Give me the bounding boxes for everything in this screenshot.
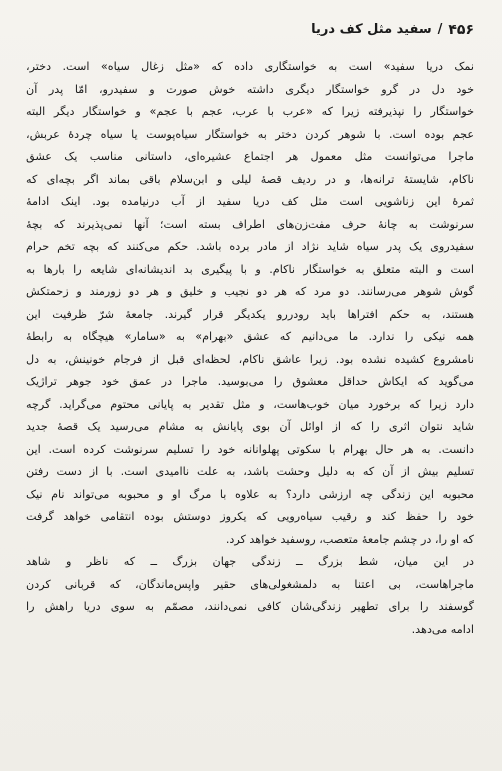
text-line: خواستگار را نپذیرفته زیرا که «عرب با عرب، عجم با عجم» و خواستگار دیگر البته	[26, 105, 474, 118]
text-line: در این میان، شط بزرگ ــ زندگی جهان بزرگ ــ که ناظر و شاهد	[26, 555, 474, 568]
text-line: می‌گوید که ایکاش حداقل معشوق را می‌بوسید. ماجرا در عمق خود جوهر تراژیک	[26, 375, 474, 388]
text-line: ماجرا می‌توانست مثل معمول هر اجتماع عشیره‌ای، داستانی مناسب یک عشق	[26, 150, 474, 163]
text-line: ثمرهٔ این زناشویی است مثل کف دریا سفید از آب درنیامده بود. اینک ادامهٔ	[26, 195, 474, 208]
body-text	[26, 56, 474, 641]
page-number: ۴۵۶	[448, 22, 474, 38]
text-line: که او را، در چشم جامعهٔ متعصب، روسفید خواهد کرد.	[225, 532, 474, 546]
text-line: گوش شوهر می‌رسانند. دو مرد که هر دو نجیب و خلیق و هر دو زورمند و زحمتکش	[26, 285, 474, 298]
text-line: خود را حفظ کند و رقیب سیاه‌رویی که یکروز دوستش بوده انتقامی خواهد گرفت	[26, 510, 474, 523]
running-title: سفید مثل کف دریا	[311, 22, 432, 37]
text-line: ادامه می‌دهد.	[411, 622, 474, 636]
text-line: محبوبه این زندگی چه ارزشی دارد؟ به علاوه با مرگ او و محبوبه می‌تواند نام نیک	[26, 487, 474, 501]
text-line: سرنوشت به چانهٔ حرف مفت‌زن‌های اطراف بسته است؛ آنها نمی‌پذیرند که بچهٔ	[26, 217, 474, 231]
text-line: نامشروع کشیده نشده بود. زیرا عاشق ناکام، لحظه‌ای قبل از فرجام خونینش، به دل	[26, 352, 474, 366]
text-line: گوسفند را برای تطهیر زندگی‌شان کافی نمی‌دانند، مصمّم به سوی دریا راهش را	[26, 600, 474, 613]
text-line: دارد زیرا که برخورد میان خوب‌هاست، و مثل تقدیر به پایانی محتوم می‌گراید. گرچه	[26, 397, 474, 411]
text-line: خود دل در گرو خواستگار دیگری داشته خوش صورت و سفیدرو، امّا پدر آن	[26, 82, 474, 96]
text-line: ناکام، شایستهٔ ترانه‌ها، و در ردیف قصهٔ لیلی و ابن‌سلام باقی بماند اگر بچه‌ای که	[26, 172, 474, 186]
text-line: ماجراهاست، بی اعتنا به دلمشغولی‌های حقیر واپس‌ماندگان، که قربانی کردن	[26, 577, 474, 591]
text-line: است و البته متعلق به خواستگار ناکام. و با پیگیری بد اندیشانه‌ای شایعه را بارها به	[26, 262, 474, 276]
text-line: همه نیکی را ندارد. ما می‌دانیم که عشق «بهرام» به «سامار» هیچگاه به رابطهٔ	[26, 330, 474, 343]
text-line: سفیدروی یک پدر سیاه شاید نژاد از مادر برده باشد. حکم می‌کنند که بچه تخم حرام	[26, 240, 474, 253]
text-line: شاید نتوان اثری را که از اوائل آن بوی پایانش به مشام می‌رسید یک قصهٔ جدید	[26, 420, 474, 433]
paragraph-1	[26, 56, 474, 551]
running-header	[26, 18, 474, 42]
paragraph-2	[26, 551, 474, 641]
text-line: هستند، به حکم افتراها باید رودررو یکدیگر قرار گیرند. جامعهٔ شرّ ظرفیت این	[26, 307, 474, 321]
header-separator: /	[437, 22, 443, 37]
text-line: نمک دریا سفید» است به خواستگاری داده که «مثل زغال سیاه» است. دختر،	[26, 60, 474, 73]
text-line: دانست. به هر حال بهرام با سکوتی پهلوانانه خود را تسلیم سرنوشت کرده است. این	[26, 442, 474, 456]
text-line: تسلیم بیش از آن که به دلیل وحشت باشد، به علت ناامیدی است. با از دست رفتن	[26, 465, 474, 478]
text-line: عجم بوده است. با شوهر کردن دختر به خواستگار سیاه‌پوست یا سیاه چردهٔ عربش،	[26, 127, 474, 141]
